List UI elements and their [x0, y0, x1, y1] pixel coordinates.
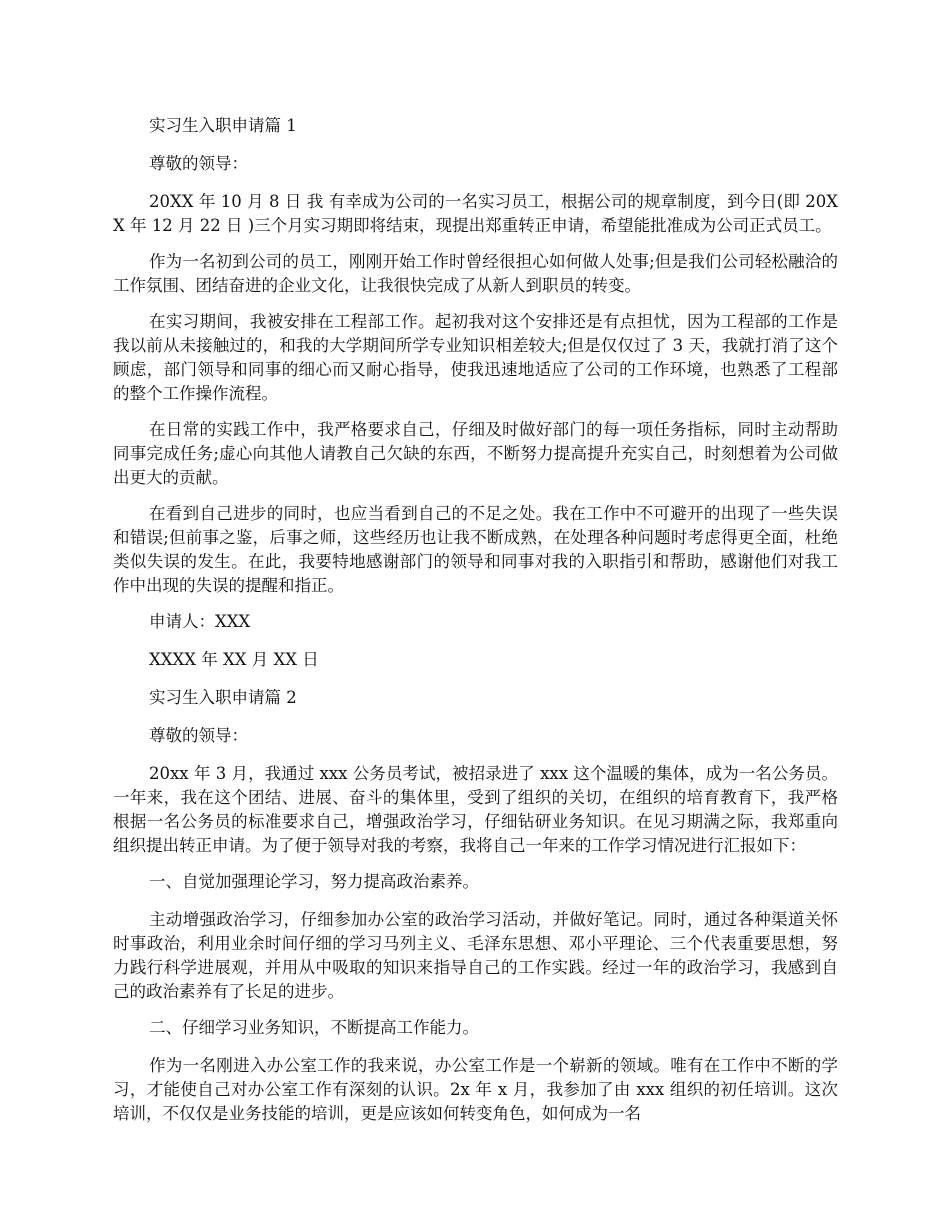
salutation-2: 尊敬的领导： [149, 726, 248, 745]
section-heading-1: 实习生入职申请篇 1 [149, 116, 297, 135]
date-line: XXXX 年 XX 月 XX 日 [149, 650, 319, 669]
body-paragraph: 主动增强政治学习，仔细参加办公室的政治学习活动，并做好笔记。同时，通过各种渠道关怀时事政治，利用业余时间仔细的学习马列主义、毛泽东思想、邓小平理论、三个代表重要思想，努力践行科学进展观，并用从中吸取的知识来指导自己的工作实践。经过一年的政治学习，我感到自己的政治素养有了长足的进步。 [113, 910, 838, 1001]
body-paragraph: 在看到自己进步的同时，也应当看到自己的不足之处。我在工作中不可避开的出现了一些失误和错误;但前事之鉴，后事之师，这些经历也让我不断成熟，在处理各种问题时考虑得更全面，杜绝类似失误的发生。在此，我要特地感谢部门的领导和同事对我的入职指引和帮助，感谢他们对我工作中出现的失误的提醒和指正。 [113, 504, 838, 595]
applicant-line: 申请人：XXX [149, 612, 251, 631]
salutation-1: 尊敬的领导： [149, 154, 248, 173]
body-paragraph: 在实习期间，我被安排在工程部工作。起初我对这个安排还是有点担忧，因为工程部的工作是我以前从未接触过的，和我的大学期间所学专业知识相差较大;但是仅仅过了 3 天，我就打消了这个顾虑，部门领导和同事的细心而又耐心指导，使我迅速地适应了公司的工作环境，也熟悉了工程部的整个工作操作流程。 [113, 312, 838, 403]
section-heading-2: 实习生入职申请篇 2 [149, 688, 297, 707]
body-paragraph: 作为一名刚进入办公室工作的我来说，办公室工作是一个崭新的领域。唯有在工作中不断的学习，才能使自己对办公室工作有深刻的认识。2x 年 x 月，我参加了由 xxx 组织的初任培训。这次培训，不仅仅是业务技能的培训，更是应该如何转变角色，如何成为一名 [113, 1056, 838, 1123]
body-paragraph: 在日常的实践工作中，我严格要求自己，仔细及时做好部门的每一项任务指标，同时主动帮助同事完成任务;虚心向其他人请教自己欠缺的东西，不断努力提高提升充实自己，时刻想着为公司做出更大的贡献。 [113, 420, 838, 487]
body-paragraph: 作为一名初到公司的员工，刚刚开始工作时曾经很担心如何做人处事;但是我们公司轻松融洽的工作氛围、团结奋进的企业文化，让我很快完成了从新人到职员的转变。 [113, 252, 838, 295]
document-body [113, 114, 838, 1138]
body-paragraph: 20xx 年 3 月，我通过 xxx 公务员考试，被招录进了 xxx 这个温暖的集体，成为一名公务员。一年来，我在这个团结、进展、奋斗的集体里，受到了组织的关切，在组织的培育教育下，我严格根据一名公务员的标准要求自己，增强政治学习，仔细钻研业务知识。在见习期满之际，我郑重向组织提出转正申请。为了便于领导对我的考察，我将自己一年来的工作学习情况进行汇报如下： [113, 764, 838, 855]
subheading-1: 一、自觉加强理论学习，努力提高政治素养。 [149, 872, 479, 891]
subheading-2: 二、仔细学习业务知识，不断提高工作能力。 [149, 1018, 479, 1037]
body-paragraph: 20XX 年 10 月 8 日 我 有幸成为公司的一名实习员工，根据公司的规章制度，到今日(即 20XX 年 12 月 22 日 )三个月实习期即将结束，现提出郑重转正申请，希望能批准成为公司正式员工。 [113, 192, 838, 235]
